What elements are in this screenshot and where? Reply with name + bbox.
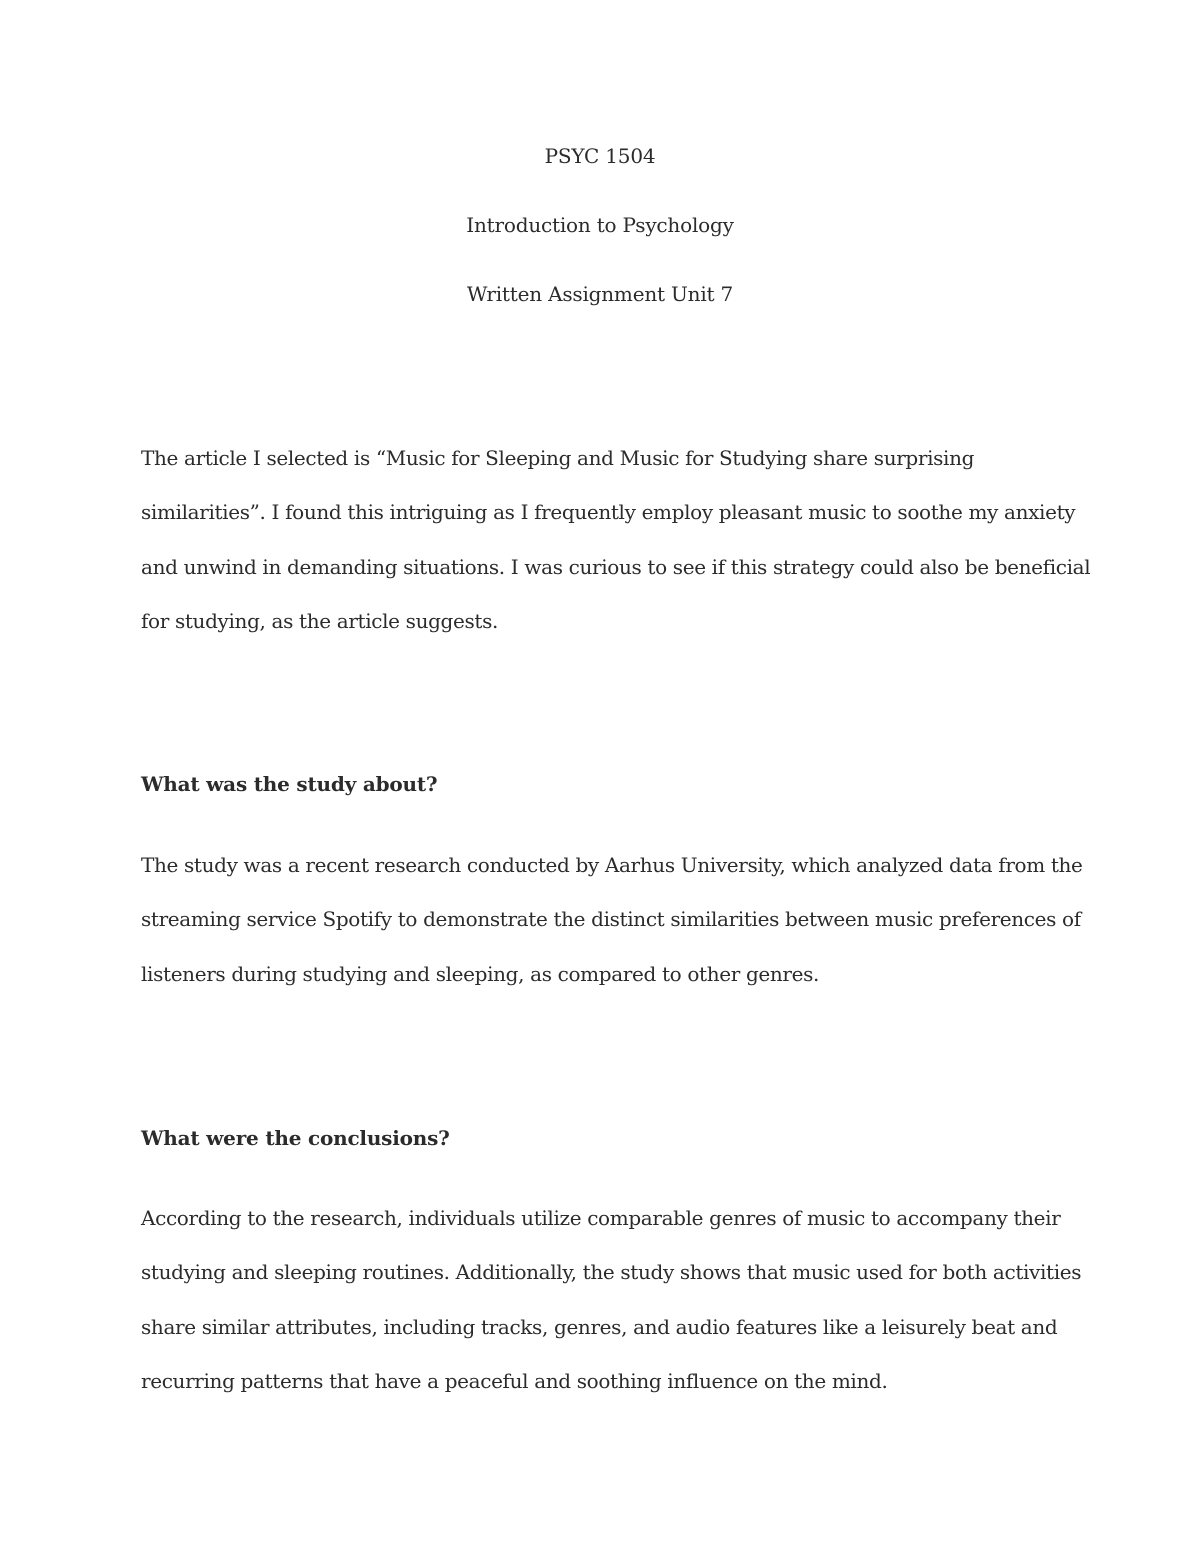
paragraph-line: studying and sleeping routines. Additionally, the study shows that music used for both activities [141, 1260, 1082, 1285]
paragraph-line: listeners during studying and sleeping, as compared to other genres. [141, 961, 820, 986]
paragraph-line: for studying, as the article suggests. [141, 608, 499, 633]
paragraph-line: similarities”. I found this intriguing as I frequently employ pleasant music to soothe my anxiety [141, 500, 1076, 525]
paragraph-line: and unwind in demanding situations. I was curious to see if this strategy could also be beneficial [141, 554, 1091, 579]
paragraph-line: share similar attributes, including tracks, genres, and audio features like a leisurely beat and [141, 1314, 1058, 1339]
course-name: Introduction to Psychology [466, 213, 734, 237]
paragraph-line: The study was a recent research conducted by Aarhus University, which analyzed data from the [141, 853, 1083, 877]
paragraph-line: The article I selected is “Music for Sleeping and Music for Studying share surprising [141, 446, 975, 470]
paragraph-line: streaming service Spotify to demonstrate the distinct similarities between music preferences of [141, 907, 1081, 932]
assignment-title: Written Assignment Unit 7 [466, 282, 734, 306]
intro-paragraph [141, 444, 1091, 661]
conclusions-paragraph [141, 1204, 1082, 1421]
course-code: PSYC 1504 [544, 144, 656, 168]
paragraph-line: recurring patterns that have a peaceful and soothing influence on the mind. [141, 1368, 888, 1393]
study-heading: What was the study about? [141, 772, 438, 796]
paragraph-line: According to the research, individuals utilize comparable genres of music to accompany their [141, 1206, 1061, 1230]
conclusions-heading: What were the conclusions? [141, 1126, 450, 1150]
study-paragraph [141, 851, 1083, 1014]
